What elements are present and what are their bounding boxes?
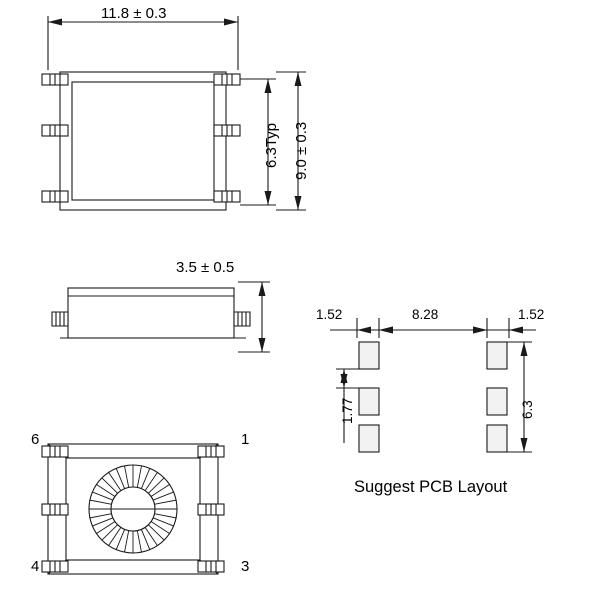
- bottom-view-group: [42, 444, 224, 574]
- top-view-width-dimension: [48, 16, 238, 70]
- pcb-pad-width-left-label: 1.52: [316, 307, 343, 322]
- pcb-pad-gap-label: 8.28: [412, 307, 439, 322]
- side-view-thickness-label: 3.5 ± 0.5: [176, 259, 235, 276]
- top-view-outer-height-label: 9.0 ± 0.3: [293, 121, 310, 180]
- pcb-right-pads: [487, 342, 507, 452]
- pcb-layout-group: [330, 318, 536, 452]
- pin-label-3: 3: [241, 558, 250, 575]
- top-view-inner-height-label: 6.3Typ: [263, 122, 280, 168]
- side-view-group: [52, 282, 270, 352]
- pcb-pad-span-label: 6.3: [520, 400, 535, 419]
- top-view-group: [42, 16, 306, 210]
- pin-label-1: 1: [241, 431, 250, 448]
- side-view-right-lead: [234, 312, 250, 326]
- pcb-pad-span-dimension: [507, 342, 532, 452]
- pcb-pad-width-right-dimension: [466, 327, 536, 334]
- side-view-left-lead: [52, 312, 68, 326]
- pin-label-4: 4: [31, 558, 40, 575]
- pcb-layout-caption: Suggest PCB Layout: [354, 478, 508, 496]
- pin-label-6: 6: [31, 431, 40, 448]
- top-view-width-label: 11.8 ± 0.3: [101, 5, 167, 22]
- pcb-pad-width-right-label: 1.52: [518, 307, 545, 322]
- toroid-core: [89, 465, 177, 553]
- pcb-left-pads: [359, 342, 379, 452]
- pcb-pad-pitch-label: 1.77: [340, 397, 355, 424]
